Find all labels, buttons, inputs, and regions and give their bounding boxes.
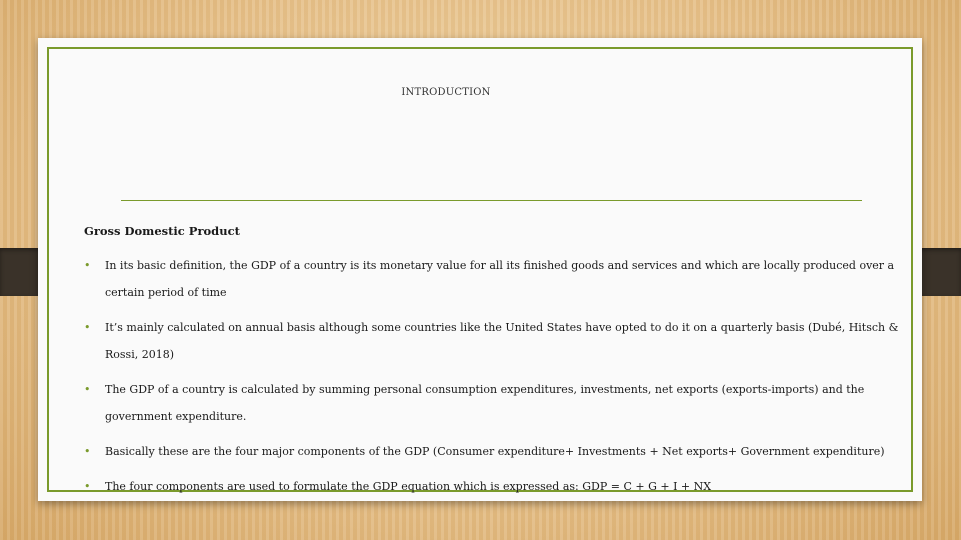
bullet-list bbox=[84, 252, 904, 508]
bullet-text: In its basic definition, the GDP of a country is its monetary value for all its finished goods and services and which are locally produced over a certain period of time bbox=[105, 259, 895, 299]
bullet-icon: • bbox=[84, 445, 91, 458]
slide-title: INTRODUCTION bbox=[401, 87, 491, 98]
bullet-item bbox=[84, 376, 904, 430]
bullet-item bbox=[84, 252, 904, 306]
bullet-icon: • bbox=[84, 480, 91, 493]
section-heading: Gross Domestic Product bbox=[84, 224, 240, 238]
bullet-item bbox=[84, 314, 904, 368]
title-divider bbox=[121, 200, 862, 201]
bullet-text: Basically these are the four major components of the GDP (Consumer expenditure+ Investments + Net exports+ Government expenditure) bbox=[105, 445, 885, 458]
left-binder-tab bbox=[0, 248, 40, 296]
bullet-text: It’s mainly calculated on annual basis although some countries like the United States have opted to do it on a quarterly basis (Dubé, Hitsch & Rossi, 2018) bbox=[105, 321, 899, 361]
slide-frame bbox=[47, 47, 913, 492]
bullet-icon: • bbox=[84, 321, 91, 334]
slide bbox=[38, 38, 922, 501]
bullet-text: The four components are used to formulate the GDP equation which is expressed as: GDP = C + G + I + NX bbox=[105, 480, 712, 493]
bullet-item bbox=[84, 438, 904, 465]
bullet-item bbox=[84, 473, 904, 500]
bullet-text: The GDP of a country is calculated by summing personal consumption expenditures, investments, net exports (exports-imports) and the government expenditure. bbox=[105, 383, 865, 423]
bullet-icon: • bbox=[84, 259, 91, 272]
bullet-icon: • bbox=[84, 383, 91, 396]
